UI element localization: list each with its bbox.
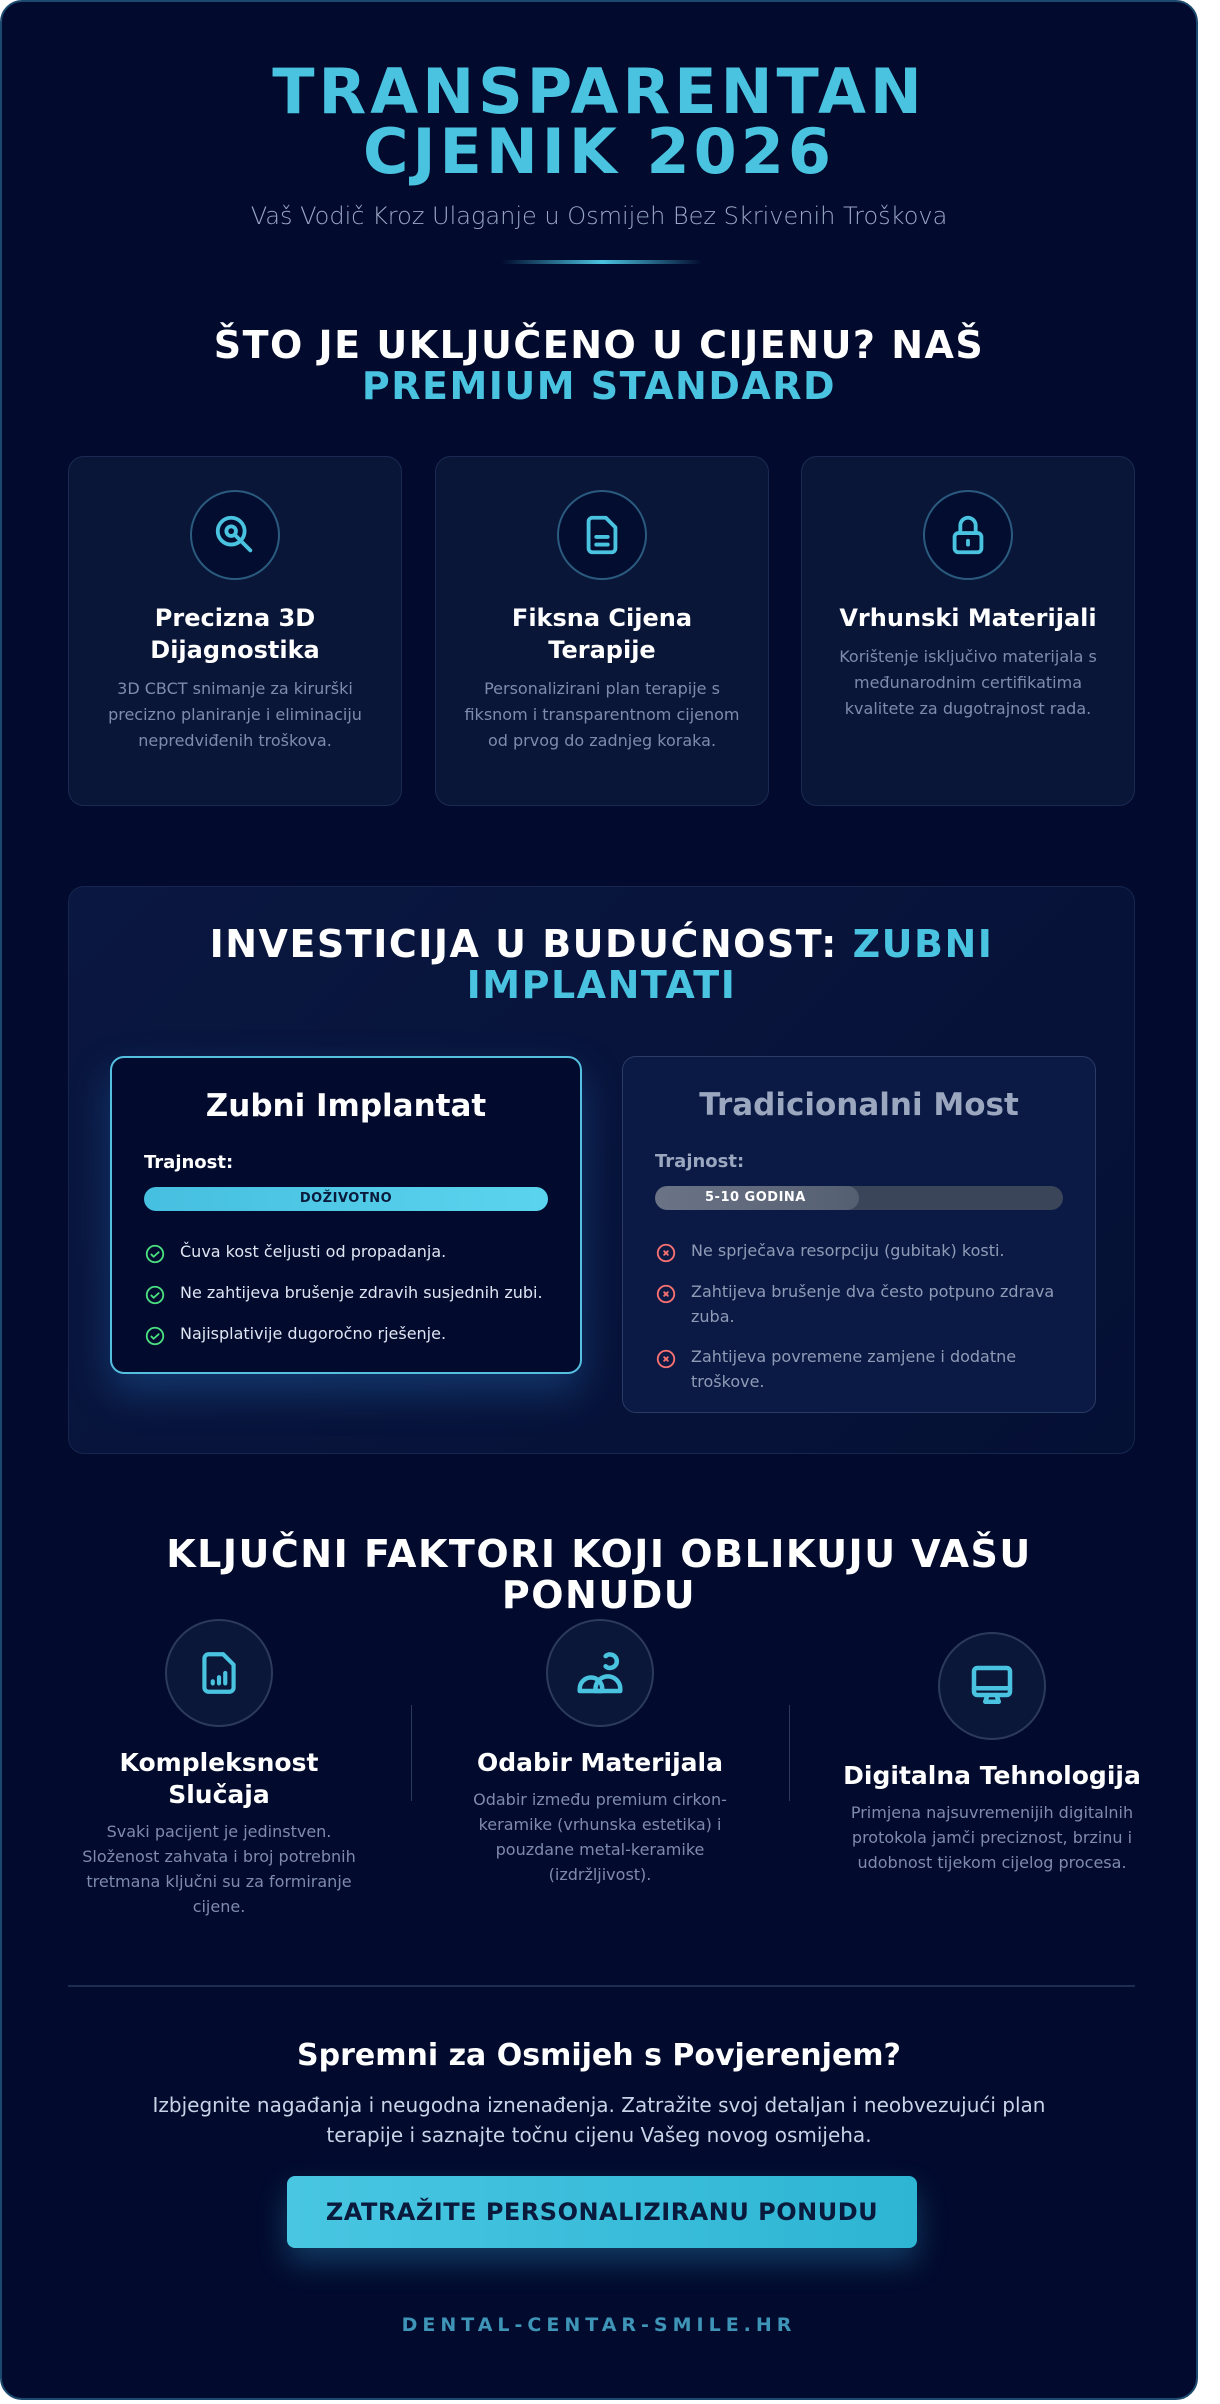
feature-description: Personalizirani plan terapije s fiksnom i transparentnom cijenom od prvog do zadnjeg koraka. — [464, 679, 740, 750]
benefit-item — [144, 1280, 550, 1306]
check-circle-icon — [144, 1284, 166, 1306]
x-circle-icon — [655, 1283, 677, 1305]
benefit-text: Čuva kost čeljusti od propadanja. — [180, 1242, 447, 1261]
drawback-item — [655, 1279, 1065, 1329]
request-offer-button[interactable]: ZATRAŽITE PERSONALIZIRANU PONUDU — [287, 2176, 917, 2248]
factor-icon-circle — [546, 1619, 654, 1727]
investment-heading-main: INVESTICIJA U BUDUĆNOST: — [209, 922, 853, 966]
factor-description: Odabir između premium cirkon-keramike (vrhunska estetika) i pouzdane metal-keramike (izdržljivost). — [473, 1790, 727, 1884]
feature-title: Precizna 3D Dijagnostika — [150, 604, 320, 664]
feature-icon-circle — [557, 490, 647, 580]
x-circle-icon — [655, 1242, 677, 1264]
drawback-item — [655, 1344, 1065, 1394]
cta-title: Spremni za Osmijeh s Povjerenjem? — [297, 2038, 901, 2073]
factor-icon-circle — [938, 1632, 1046, 1740]
implant-card — [110, 1056, 582, 1374]
durability-value: 5-10 GODINA — [705, 1190, 806, 1205]
drawback-text: Zahtijeva povremene zamjene i dodatne troškove. — [691, 1347, 1017, 1391]
implant-benefits — [144, 1239, 550, 1347]
cta-divider — [68, 1985, 1135, 1987]
durability-value: DOŽIVOTNO — [299, 1191, 393, 1206]
check-circle-icon — [144, 1243, 166, 1265]
bridge-card — [622, 1056, 1096, 1413]
check-circle-icon — [144, 1325, 166, 1347]
footer-domain: DENTAL-CENTAR-SMILE.HR — [401, 2314, 797, 2336]
feature-title: Vrhunski Materijali — [839, 604, 1097, 632]
factors-heading: KLJUČNI FAKTORI KOJI OBLIKUJU VAŠU PONUDU — [166, 1532, 1032, 1617]
durability-label: Trajnost: — [655, 1151, 745, 1172]
benefit-text: Najisplativije dugoročno rješenje. — [180, 1324, 447, 1343]
file-chart-icon — [194, 1648, 244, 1698]
users-icon — [573, 1646, 627, 1700]
factor-complexity — [68, 1619, 370, 1919]
document-icon — [579, 512, 625, 558]
drawback-text: Ne sprječava resorpciju (gubitak) kosti. — [691, 1241, 1005, 1260]
feature-description: 3D CBCT snimanje za kirurški precizno planiranje i eliminaciju nepredviđenih troškova. — [108, 679, 362, 750]
drawback-text: Zahtijeva brušenje dva često potpuno zdrava zuba. — [691, 1282, 1055, 1326]
cta-text: Izbjegnite nagađanja i neugodna iznenađenja. Zatražite svoj detaljan i neobvezujući plan terapije i saznajte točnu cijenu Vašeg novog osmijeha. — [152, 2093, 1046, 2147]
bridge-drawbacks — [655, 1238, 1065, 1394]
investment-heading-highlight: ZUBNI IMPLANTATI — [466, 922, 994, 1007]
included-heading — [112, 325, 1086, 407]
x-circle-icon — [655, 1348, 677, 1370]
lock-icon — [945, 512, 991, 558]
monitor-icon — [965, 1659, 1019, 1713]
bridge-title: Tradicionalni Most — [699, 1087, 1019, 1123]
factor-description: Primjena najsuvremenijih digitalnih protokola jamči preciznost, brzinu i udobnost tijekom cijelog procesa. — [850, 1803, 1134, 1872]
factor-technology — [832, 1632, 1152, 1875]
feature-card-diagnostics — [68, 456, 402, 806]
feature-description: Korištenje isključivo materijala s međunarodnim certifikatima kvalitete za dugotrajnost rada. — [839, 647, 1097, 718]
factor-title: Odabir Materijala — [477, 1748, 723, 1777]
benefit-text: Ne zahtijeva brušenje zdravih susjednih zubi. — [180, 1283, 543, 1302]
factor-title: Digitalna Tehnologija — [843, 1761, 1141, 1790]
feature-icon-circle — [923, 490, 1013, 580]
included-heading-main: ŠTO JE UKLJUČENO U CIJENU? NAŠ — [213, 323, 985, 367]
feature-card-materials — [801, 456, 1135, 806]
factor-divider — [789, 1705, 790, 1801]
page-subtitle: Vaš Vodič Kroz Ulaganje u Osmijeh Bez Skrivenih Troškova — [250, 202, 948, 230]
feature-icon-circle — [190, 490, 280, 580]
accent-divider — [502, 260, 702, 264]
durability-bar — [144, 1187, 548, 1211]
search-zoom-icon — [212, 512, 258, 558]
benefit-item — [144, 1321, 550, 1347]
durability-bar — [655, 1186, 1063, 1210]
included-heading-highlight: PREMIUM STANDARD — [361, 364, 837, 408]
drawback-item — [655, 1238, 1065, 1264]
factor-icon-circle — [165, 1619, 273, 1727]
factor-divider — [411, 1705, 412, 1801]
factor-description: Svaki pacijent je jedinstven. Složenost zahvata i broj potrebnih tretmana ključni su za formiranje cijene. — [82, 1822, 356, 1916]
investment-section — [68, 886, 1135, 1454]
implant-title: Zubni Implantat — [205, 1088, 487, 1124]
benefit-item — [144, 1239, 550, 1265]
durability-label: Trajnost: — [144, 1152, 234, 1173]
feature-title: Fiksna Cijena Terapije — [511, 604, 693, 664]
page-title: TRANSPARENTAN CJENIK 2026 — [272, 55, 926, 188]
factor-materials — [452, 1619, 748, 1887]
investment-heading — [129, 924, 1074, 1006]
feature-card-fixed-price — [435, 456, 769, 806]
factor-title: Kompleksnost Slučaja — [119, 1748, 319, 1809]
